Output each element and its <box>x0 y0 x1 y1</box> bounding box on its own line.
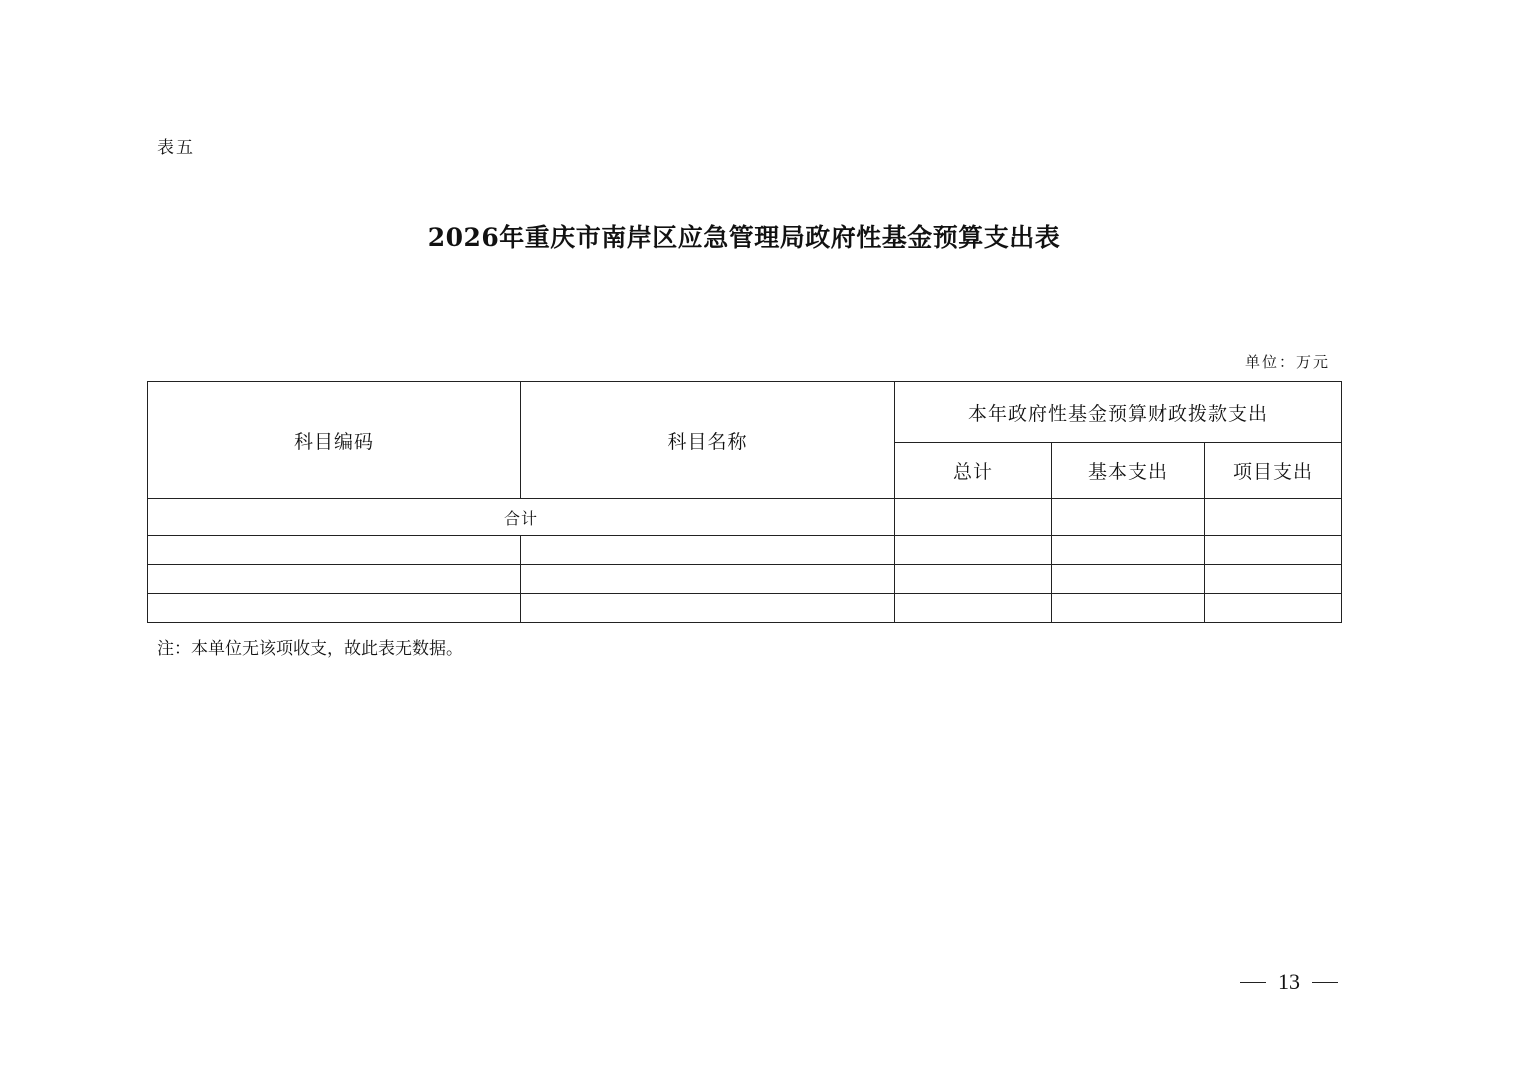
document-title: 2026年重庆市南岸区应急管理局政府性基金预算支出表 <box>427 223 1061 252</box>
subject-code-cell <box>148 594 521 623</box>
total-cell <box>895 536 1052 565</box>
total-row <box>148 499 1342 536</box>
table-row <box>148 536 1342 565</box>
header-subject-code: 科目编码 <box>148 382 521 499</box>
page-dash-right <box>1312 982 1338 983</box>
header-row-1 <box>148 382 1342 443</box>
budget-table <box>147 381 1342 623</box>
page-number-value: 13 <box>1278 969 1300 994</box>
header-project-expenditure: 项目支出 <box>1205 443 1342 499</box>
subject-name-cell <box>521 536 895 565</box>
table-row <box>148 565 1342 594</box>
header-appropriation-group: 本年政府性基金预算财政拨款支出 <box>895 382 1342 443</box>
project-cell <box>1205 565 1342 594</box>
total-cell <box>895 565 1052 594</box>
header-subject-name: 科目名称 <box>521 382 895 499</box>
total-project-cell <box>1205 499 1342 536</box>
table-row <box>148 594 1342 623</box>
project-cell <box>1205 594 1342 623</box>
table-label: 表五 <box>157 138 195 158</box>
subject-name-cell <box>521 565 895 594</box>
total-cell <box>895 594 1052 623</box>
basic-cell <box>1052 594 1205 623</box>
subject-name-cell <box>521 594 895 623</box>
basic-cell <box>1052 536 1205 565</box>
total-basic-cell <box>1052 499 1205 536</box>
total-label: 合计 <box>148 499 895 536</box>
subject-code-cell <box>148 536 521 565</box>
header-total: 总计 <box>895 443 1052 499</box>
page-number <box>1240 969 1338 995</box>
project-cell <box>1205 536 1342 565</box>
unit-label: 单位：万元 <box>1244 353 1330 371</box>
page-dash-left <box>1240 982 1266 983</box>
table-note: 注：本单位无该项收支，故此表无数据。 <box>157 639 463 659</box>
subject-code-cell <box>148 565 521 594</box>
header-basic-expenditure: 基本支出 <box>1052 443 1205 499</box>
total-cell <box>895 499 1052 536</box>
basic-cell <box>1052 565 1205 594</box>
